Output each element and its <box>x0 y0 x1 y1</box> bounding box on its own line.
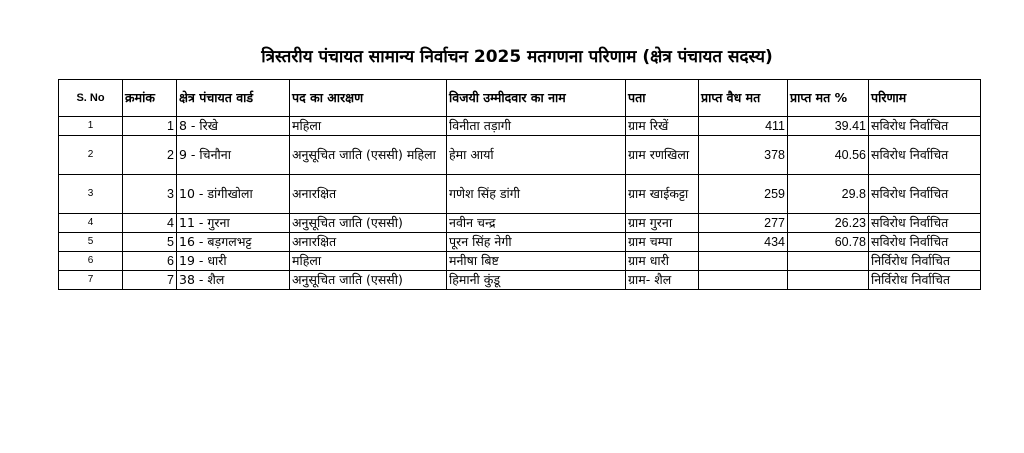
cell-percent <box>788 252 869 271</box>
column-header: प्राप्त वैध मत <box>699 80 788 117</box>
cell-percent: 60.78 <box>788 233 869 252</box>
cell-winner: मनीषा बिष्ट <box>447 252 626 271</box>
column-header: क्षेत्र पंचायत वार्ड <box>177 80 290 117</box>
table-row <box>59 252 981 271</box>
cell-result: सविरोध निर्वाचित <box>869 136 981 175</box>
cell-ward: 38 - शैल <box>177 271 290 290</box>
cell-winner: गणेश सिंह डांगी <box>447 175 626 214</box>
cell-votes <box>699 271 788 290</box>
cell-address: ग्राम रिखें <box>626 117 699 136</box>
column-header: विजयी उम्मीदवार का नाम <box>447 80 626 117</box>
header-row <box>59 80 981 117</box>
cell-winner: पूरन सिंह नेगी <box>447 233 626 252</box>
cell-kramank: 5 <box>123 233 177 252</box>
cell-result: सविरोध निर्वाचित <box>869 175 981 214</box>
cell-winner: नवीन चन्द्र <box>447 214 626 233</box>
column-header: S. No <box>59 80 123 117</box>
cell-kramank: 2 <box>123 136 177 175</box>
table-row <box>59 233 981 252</box>
column-header: प्राप्त मत % <box>788 80 869 117</box>
cell-address: ग्राम रणखिला <box>626 136 699 175</box>
cell-result: निर्विरोध निर्वाचित <box>869 252 981 271</box>
cell-reservation: अनुसूचित जाति (एससी) <box>290 214 447 233</box>
cell-sno: 2 <box>59 136 123 175</box>
cell-result: सविरोध निर्वाचित <box>869 233 981 252</box>
cell-reservation: अनुसूचित जाति (एससी) <box>290 271 447 290</box>
cell-winner: विनीता तड़ागी <box>447 117 626 136</box>
table-row <box>59 271 981 290</box>
cell-ward: 19 - धारी <box>177 252 290 271</box>
page-title: त्रिस्तरीय पंचायत सामान्य निर्वाचन 2025 मतगणना परिणाम (क्षेत्र पंचायत सदस्य) <box>261 47 773 67</box>
cell-winner: हेमा आर्या <box>447 136 626 175</box>
cell-address: ग्राम- शैल <box>626 271 699 290</box>
cell-ward: 11 - गुरना <box>177 214 290 233</box>
table-row <box>59 175 981 214</box>
cell-reservation: महिला <box>290 252 447 271</box>
cell-sno: 7 <box>59 271 123 290</box>
cell-result: निर्विरोध निर्वाचित <box>869 271 981 290</box>
table-row <box>59 117 981 136</box>
column-header: परिणाम <box>869 80 981 117</box>
cell-reservation: अनुसूचित जाति (एससी) महिला <box>290 136 447 175</box>
cell-kramank: 7 <box>123 271 177 290</box>
cell-reservation: अनारक्षित <box>290 233 447 252</box>
cell-reservation: अनारक्षित <box>290 175 447 214</box>
cell-kramank: 4 <box>123 214 177 233</box>
cell-ward: 10 - डांगीखोला <box>177 175 290 214</box>
cell-result: सविरोध निर्वाचित <box>869 214 981 233</box>
cell-kramank: 1 <box>123 117 177 136</box>
cell-kramank: 3 <box>123 175 177 214</box>
results-table <box>58 79 981 290</box>
column-header: क्रमांक <box>123 80 177 117</box>
cell-sno: 5 <box>59 233 123 252</box>
cell-ward: 9 - चिनौना <box>177 136 290 175</box>
table-row <box>59 214 981 233</box>
column-header: पद का आरक्षण <box>290 80 447 117</box>
cell-address: ग्राम धारी <box>626 252 699 271</box>
cell-address: ग्राम गुरना <box>626 214 699 233</box>
cell-percent: 29.8 <box>788 175 869 214</box>
cell-ward: 16 - बड़गलभट्ट <box>177 233 290 252</box>
cell-percent: 39.41 <box>788 117 869 136</box>
cell-sno: 1 <box>59 117 123 136</box>
cell-ward: 8 - रिखे <box>177 117 290 136</box>
cell-reservation: महिला <box>290 117 447 136</box>
cell-percent: 26.23 <box>788 214 869 233</box>
cell-votes: 277 <box>699 214 788 233</box>
cell-percent: 40.56 <box>788 136 869 175</box>
cell-votes: 259 <box>699 175 788 214</box>
column-header: पता <box>626 80 699 117</box>
cell-sno: 4 <box>59 214 123 233</box>
cell-winner: हिमानी कुंडू <box>447 271 626 290</box>
cell-percent <box>788 271 869 290</box>
table-row <box>59 136 981 175</box>
cell-sno: 6 <box>59 252 123 271</box>
cell-result: सविरोध निर्वाचित <box>869 117 981 136</box>
cell-sno: 3 <box>59 175 123 214</box>
cell-votes <box>699 252 788 271</box>
cell-kramank: 6 <box>123 252 177 271</box>
cell-address: ग्राम खाईकट्टा <box>626 175 699 214</box>
cell-address: ग्राम चम्पा <box>626 233 699 252</box>
cell-votes: 378 <box>699 136 788 175</box>
cell-votes: 411 <box>699 117 788 136</box>
cell-votes: 434 <box>699 233 788 252</box>
